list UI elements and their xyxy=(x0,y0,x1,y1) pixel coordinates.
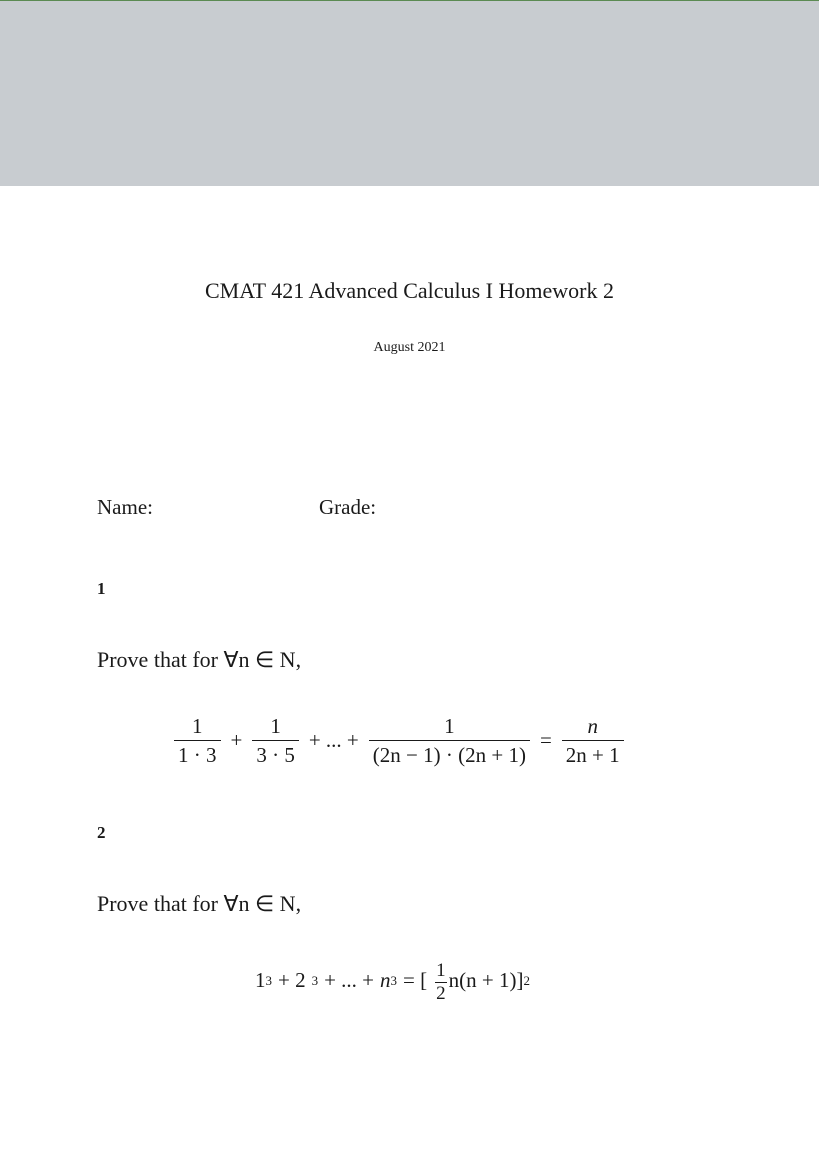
equals-operator: = [ xyxy=(403,968,428,992)
term-base: 1 xyxy=(255,968,266,992)
fraction-numerator: 1 xyxy=(192,714,203,738)
problem-1-number: 1 xyxy=(97,579,106,598)
fraction-rhs xyxy=(562,712,624,769)
fraction-term-1 xyxy=(174,712,221,769)
problem-1-prompt: Prove that for ∀n ∈ N, xyxy=(97,647,302,672)
equals-operator: = xyxy=(539,728,552,752)
fraction-denominator: 3 · 5 xyxy=(252,740,299,769)
fraction-half xyxy=(435,960,447,1005)
fraction-term-2 xyxy=(252,712,299,769)
fraction-term-general xyxy=(369,712,530,769)
ellipsis-operator: + ... + xyxy=(308,728,359,752)
name-label: Name: xyxy=(97,495,153,519)
fraction-numerator: 1 xyxy=(444,714,455,738)
rhs-expression: n(n + 1)] xyxy=(448,968,524,992)
fraction-numerator: 1 xyxy=(436,960,446,981)
problem-2-equation xyxy=(255,958,530,1003)
problem-2-prompt: Prove that for ∀n ∈ N, xyxy=(97,891,302,916)
grade-label: Grade: xyxy=(319,495,377,519)
fraction-denominator: 1 · 3 xyxy=(174,740,221,769)
fraction-numerator: 1 xyxy=(270,714,281,738)
ellipsis-operator: + ... + xyxy=(324,968,375,992)
fraction-numerator: n xyxy=(587,714,598,738)
exponent: 3 xyxy=(390,972,398,988)
top-band xyxy=(0,0,819,186)
fraction-denominator: 2n + 1 xyxy=(562,740,624,769)
plus-operator: + xyxy=(230,728,243,752)
plus-term: + 2 xyxy=(278,968,306,992)
document-date: August 2021 xyxy=(373,340,446,355)
problem-2-number: 2 xyxy=(97,823,106,842)
exponent: 2 xyxy=(523,972,530,988)
variable-n: n xyxy=(380,968,391,992)
fraction-denominator: 2 xyxy=(436,983,446,1004)
fraction-denominator: (2n − 1) · (2n + 1) xyxy=(369,740,530,769)
exponent: 3 xyxy=(311,972,319,988)
exponent: 3 xyxy=(265,972,272,988)
problem-1-equation xyxy=(170,712,628,769)
document-title: CMAT 421 Advanced Calculus I Homework 2 xyxy=(205,278,614,303)
